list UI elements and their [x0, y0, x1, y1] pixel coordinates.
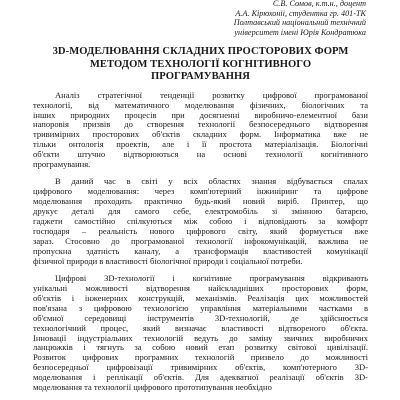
paragraph-line: фізичної природи в властивості біологічної природи і соціальної потреби.: [33, 255, 303, 266]
paragraph-line: друкує деталі для самого себе, електромобіль зі змінною батарєю,: [33, 206, 368, 217]
paragraph-line: напоровія призвів до створення технології безпосереднього відтворення: [33, 119, 368, 130]
paragraph-line: В даний час в світі у всіх областях знання відбувається спалах: [55, 176, 368, 187]
paper-body: [33, 91, 368, 394]
author-affiliation-line-2: університет імені Юрія Кондратюка: [234, 27, 366, 37]
title-line-2: МЕТОДОМ ТЕХНОЛОГІЇ КОГНІТИВНОГО: [89, 58, 312, 70]
paragraph-line: тривимірних просторових об'єктів складних форм. Інформатика вже не: [33, 129, 368, 140]
body-paragraph: [33, 177, 368, 267]
paragraph-line: технологічний процес, який визначає властивості відтвореного об'єкта.: [33, 322, 368, 333]
paragraph-line: технології, від математичного моделювання фізичних, біологічних та: [33, 99, 368, 110]
paragraph-line: господаря – реальність нового цифрового світу, який формується вже: [33, 225, 368, 236]
paragraph-line: об'ємної середовищі інструментів 3D-технологій, де здійснюється: [33, 312, 368, 323]
paragraph-line: моделювання та технології цифрового прототипування необхідно: [33, 382, 272, 393]
paragraph-line: програмування.: [33, 159, 91, 170]
body-paragraph: [33, 91, 368, 171]
paragraph-line: моделювання проходить практично будь-який новий виріб. Принтер, що: [33, 196, 368, 207]
author-affiliation-line-1: Полтавський національний технічний: [233, 18, 366, 28]
paragraph-line: моделювання і реплікації об'єктів. Для адекватної реалізації об'єктів 3D-: [33, 372, 368, 383]
paragraph-line: зараз. Стосовно до програмованої технології інфокомунікацій, важлива не: [33, 235, 368, 246]
paragraph-line: пропускна здатність каналу, а трансформація властивостей комунікації: [33, 245, 368, 256]
paragraph-line: цифрового моделювання: через комп'ютерний інжиніринг та цифрове: [33, 186, 368, 197]
paragraph-line: Цифрові 3D-технології і когнітивне програмування відкривають: [55, 272, 368, 283]
paragraph-line: об'єктів і інженерних конструкцій, механізмів. Реалізація цих можливостей: [33, 292, 368, 303]
paragraph-line: об'єкти штучно відтворюються на основі технології когнітивного: [33, 149, 368, 160]
author-line-2: А.А. Кірюхоніі, студентка гр. 401-ТК: [235, 8, 366, 18]
paper-title: [33, 46, 368, 83]
body-paragraph: [33, 274, 368, 393]
paragraph-line: інших природних процесів при досягненні виробничо-елементної бази: [33, 109, 368, 120]
author-line-1: С.В. Сомов, к.т.н., доцент: [272, 0, 366, 8]
paragraph-line: пов'язана з цифровою технологією управління матеріальними частками в: [33, 302, 368, 313]
paragraph-line: Розвиток цифрових програмних технологій призвело до можливості: [33, 352, 368, 363]
title-line-3: ПРОГРАМУВАННЯ: [151, 71, 250, 83]
paragraph-line: безпосередньої цифровізації тривимірних об'єктів, комп'ютерного 3D-: [33, 362, 368, 373]
paragraph-line: унікальні можливості відтворення найскладніших просторових форм,: [33, 282, 368, 293]
paragraph-line: тільки онтологія проектів, але і її простота матеріалізація. Біологічні: [33, 139, 368, 150]
paragraph-line: гаджети самостійно спілкуються між собою і відповідають за комфорт: [33, 216, 368, 227]
paragraph-line: ланцюжків і тягнуть за собою новий етап розвитку світової цивілізації.: [33, 342, 368, 353]
author-block: [33, 0, 368, 37]
paragraph-line: Аналіз стратегічної тенденції розвитку цифрової програмованої: [55, 89, 368, 100]
paragraph-line: Інновації індустріальних технологій ведуть до заміну звичних виробничих: [33, 332, 368, 343]
title-line-1: 3D-МОДЕЛЮВАННЯ СКЛАДНИХ ПРОСТОРОВИХ ФОРМ: [52, 46, 349, 58]
